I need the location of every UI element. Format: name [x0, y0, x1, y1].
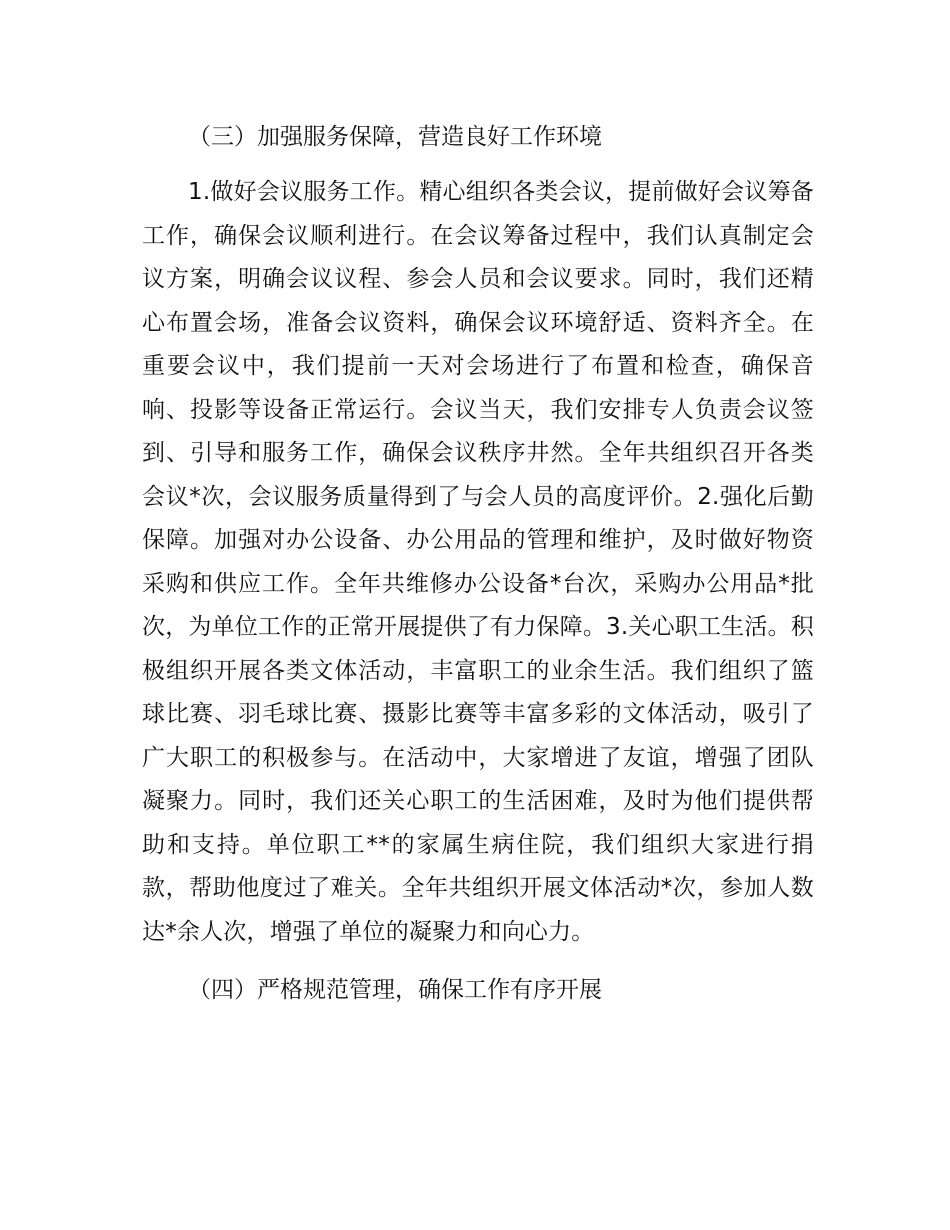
section-three-paragraph: 1.做好会议服务工作。精心组织各类会议，提前做好会议筹备工作，确保会议顺利进行。在会议筹备过程中，我们认真制定会议方案，明确会议议程、参会人员和会议要求。同时，我们还精心布置会场，准备会议资料，确保会议环境舒适、资料齐全。在重要会议中，我们提前一天对会场进行了布置和检查，确保音响、投影等设备正常运行。会议当天，我们安排专人负责会议签到、引导和服务工作，确保会议秩序井然。全年共组织召开各类会议*次，会议服务质量得到了与会人员的高度评价。2.强化后勤保障。加强对办公设备、办公用品的管理和维护，及时做好物资采购和供应工作。全年共维修办公设备*台次，采购办公用品*批次，为单位工作的正常开展提供了有力保障。3.关心职工生活。积极组织开展各类文体活动，丰富职工的业余生活。我们组织了篮球比赛、羽毛球比赛、摄影比赛等丰富多彩的文体活动，吸引了广大职工的积极参与。在活动中，大家增进了友谊，增强了团队凝聚力。同时，我们还关心职工的生活困难，及时为他们提供帮助和支持。单位职工**的家属生病住院，我们组织大家进行捐款，帮助他度过了难关。全年共组织开展文体活动*次，参加人数达*余人次，增强了单位的凝聚力和向心力。 [142, 179, 814, 945]
section-three-heading: （三）加强服务保障，营造良好工作环境 [188, 124, 602, 150]
document-body [142, 115, 814, 1012]
section-four-heading: （四）严格规范管理，确保工作有序开展 [188, 977, 602, 1003]
